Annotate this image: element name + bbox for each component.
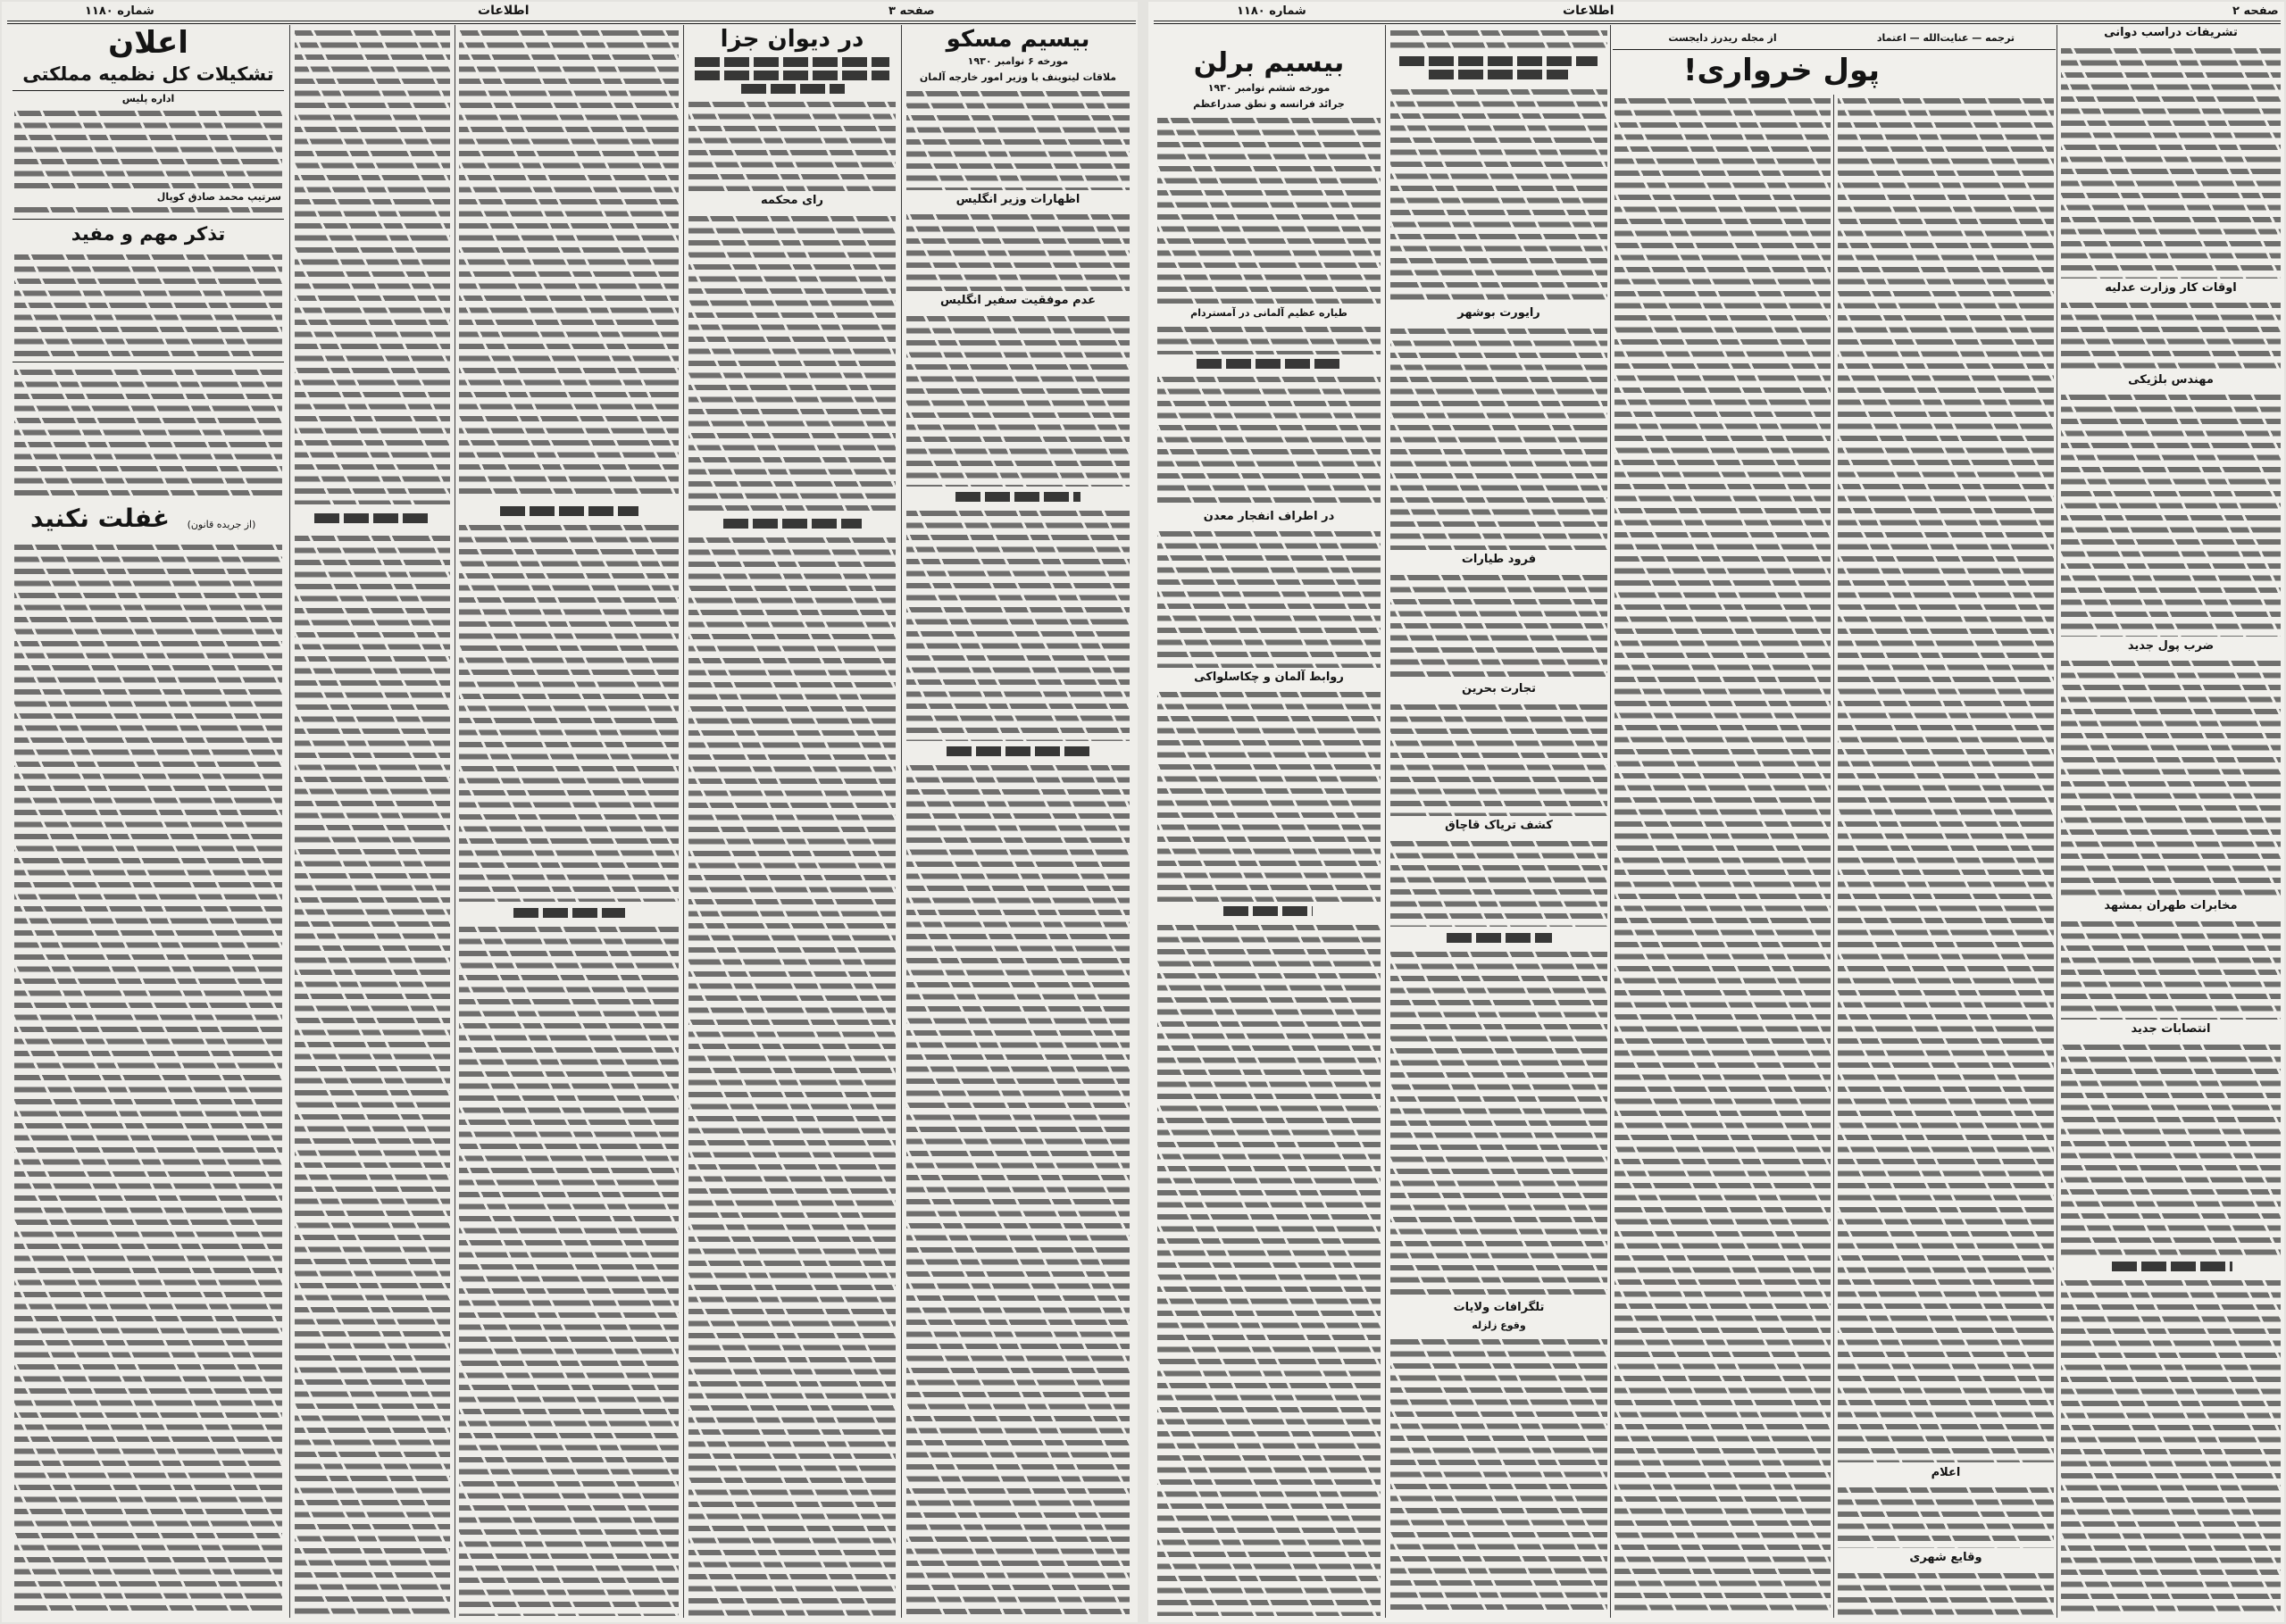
body-text [14,204,282,215]
news-heading: در اطراف انفجار معدن [1203,510,1335,523]
body-text [14,541,282,1616]
news-heading: اظهارات وزیر انگلیس [955,193,1080,206]
news-heading: ضرب پول جدید [2127,639,2215,653]
header-rule [7,23,1136,24]
news-heading: ملاقات لیتوینف با وزیر امور خارجه آلمان [919,71,1117,83]
body-text [906,507,1130,741]
notice-heading: اعلام [1931,1466,1961,1479]
news-heading: طیاره عظیم آلمانی در آمستردام [1190,307,1347,319]
court-title: در دیوان جزا [720,26,864,53]
notice-title: تذکر مهم و مفید [71,223,226,245]
section-rule [13,219,284,220]
body-text [295,27,450,504]
section-heading: وقایع شهری [1909,1551,1982,1564]
news-heading: مهندس بلژیکی [2128,373,2214,387]
body-text [1390,948,1607,1296]
body-text [1390,86,1607,304]
column-rule [683,25,684,1618]
news-heading: تشریفات دراسب دوانی [2104,26,2238,39]
subheading [695,71,889,80]
subheading [741,84,845,94]
body-text [295,532,450,1616]
article-title: پول خرواری! [1682,53,1881,88]
body-text [2061,391,2281,637]
body-text [906,87,1130,190]
body-text [906,762,1130,1616]
body-text [1157,688,1381,902]
news-heading: اوقات کار وزارت عدلیه [2105,281,2237,295]
body-text [459,27,679,500]
body-text [688,98,896,191]
body-text [1838,1484,2054,1548]
body-text [1390,325,1607,550]
news-heading: روابط آلمان و چکاسلواکی [1194,670,1344,684]
body-text [14,251,282,358]
body-text [688,534,896,1616]
verdict-heading: رای محکمه [761,194,823,207]
news-heading: وقوع زلزله [1472,1320,1526,1331]
subheading [1223,906,1313,916]
news-heading: فرود طیارات [1461,553,1537,566]
notice-subtitle: تشکیلات کل نظمیه مملکتی [22,63,274,85]
body-text [1390,837,1607,927]
header-rule [1154,23,2281,24]
body-text [1614,95,1831,1616]
body-text [459,923,679,1616]
subheading [314,513,432,523]
news-heading: کشف تریاک قاچاق [1445,819,1553,832]
body-text [1157,114,1381,304]
page-number: صفحه ۳ [889,4,935,18]
subheading [955,492,1080,502]
article-source: (از جریده قانون) [187,519,256,530]
news-heading: تجارت بحرین [1461,682,1537,695]
column-rule [289,25,290,1618]
newspaper-name: اطلاعات [1563,4,1614,18]
body-text [906,211,1130,291]
news-heading: رایورت بوشهر [1457,306,1540,320]
section-rule [13,90,284,91]
body-text [2061,1277,2281,1616]
body-text [1157,323,1381,354]
body-text [688,212,896,512]
body-text [2061,657,2281,896]
column-rule [1385,25,1386,1618]
subheading [2112,1262,2232,1271]
column-rule [901,25,902,1618]
article-title: غفلت نکنید [30,504,170,533]
body-text [459,521,679,902]
body-text [1390,1336,1607,1616]
news-heading: انتصابات جدید [2131,1022,2211,1036]
article-translator: ترجمه — عنایت‌الله — اعتماد [1876,32,2015,44]
section-title: بیسیم برلن [1193,47,1345,79]
issue-number: شماره ۱۱۸۰ [85,4,154,18]
news-heading: مخابرات طهران بمشهد [2104,899,2238,912]
column-rule [1833,95,1834,1618]
section-rule [1613,49,2056,50]
notice-department: اداره پلیس [121,93,175,104]
body-text [2061,918,2281,1020]
section-title: بیسیم مسکو [946,26,1090,53]
subheading [500,506,638,516]
news-heading: عدم موفقیت سفیر انگلیس [939,294,1097,307]
subheading [1399,56,1598,66]
body-text [1390,571,1607,679]
subheading [695,57,889,67]
body-text [2061,45,2281,279]
article-source: از مجله ریدرز دایجست [1668,32,1777,44]
body-text [1390,701,1607,816]
body-text [906,312,1130,487]
subheading [1429,70,1568,79]
body-text [1157,373,1381,507]
page-number: صفحه ۲ [2232,4,2279,18]
body-text [1838,1570,2054,1616]
newspaper-name: اطلاعات [478,4,530,18]
notice-signature: سرتیپ محمد صادق کوپال [156,191,281,203]
body-text [1157,921,1381,1616]
notice-title: اعلان [108,25,188,61]
subheading [723,519,862,529]
dateline: مورخه ۶ نوامبر ۱۹۳۰ [967,55,1069,67]
column-rule [1610,25,1611,1618]
body-text [14,366,282,498]
dateline: مورخه ششم نوامبر ۱۹۳۰ [1207,82,1331,94]
subheading [1447,933,1552,943]
section-heading: تلگرافات ولایات [1453,1301,1545,1314]
subheading [947,746,1089,756]
body-text [2061,299,2281,371]
body-text [1157,528,1381,668]
subheading [513,908,625,918]
body-text [2061,1041,2281,1255]
issue-number: شماره ۱۱۸۰ [1237,4,1306,18]
subheading [1197,359,1339,369]
body-text [14,107,282,189]
body-text [1390,27,1607,51]
body-text [1838,95,2054,1462]
news-heading: جرائد فرانسه و نطق صدراعظم [1193,98,1345,110]
